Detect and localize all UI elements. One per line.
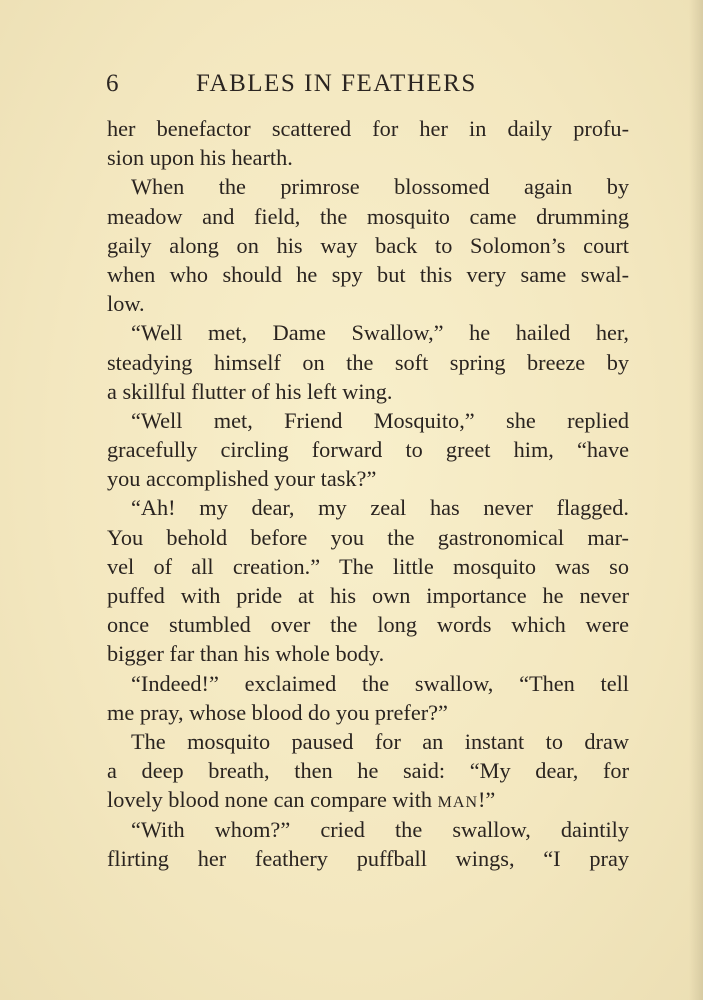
text-line: me pray, whose blood do you prefer?” — [107, 699, 448, 725]
text-line: gracefully circling forward to greet him, “have — [107, 437, 629, 463]
text-line: “Indeed!” exclaimed the swallow, “Then tell — [131, 670, 629, 696]
text-line-with-small-caps — [107, 785, 629, 814]
text-line: you accomplished your task?” — [107, 466, 377, 492]
text-line: meadow and field, the mosquito came drumming — [107, 203, 629, 229]
text-line: low. — [107, 291, 145, 317]
text-line: You behold before you the gastronomical mar- — [107, 524, 629, 550]
small-caps-word: man — [437, 787, 478, 813]
text-line: when who should he spy but this very same swal- — [107, 261, 629, 287]
text-line: once stumbled over the long words which were — [107, 612, 629, 638]
text-line: puffed with pride at his own importance he never — [107, 583, 629, 608]
text-line: bigger far than his whole body. — [107, 641, 385, 667]
text-line: her benefactor scattered for her in daily profu- — [107, 116, 629, 141]
text-line: a deep breath, then he said: “My dear, for — [107, 758, 629, 784]
text-segment: lovely blood none can compare with — [107, 787, 433, 813]
page-edge-shadow — [689, 0, 703, 1000]
body-text — [107, 114, 629, 873]
text-line: flirting her feathery puffball wings, “I pray — [107, 845, 629, 871]
text-line: The mosquito paused for an instant to draw — [131, 728, 629, 754]
running-title: FABLES IN FEATHERS — [196, 70, 477, 97]
text-segment: !” — [478, 787, 496, 813]
text-line: steadying himself on the soft spring breeze by — [107, 349, 629, 375]
text-line: When the primrose blossomed again by — [131, 174, 629, 200]
page-number: 6 — [106, 70, 120, 97]
text-line: “With whom?” cried the swallow, daintily — [131, 816, 629, 842]
page-header — [106, 70, 526, 104]
text-line: sion upon his hearth. — [107, 145, 293, 171]
text-line: “Well met, Dame Swallow,” he hailed her, — [131, 320, 629, 346]
text-line: gaily along on his way back to Solomon’s court — [107, 232, 629, 258]
text-line: “Well met, Friend Mosquito,” she replied — [131, 407, 629, 433]
text-line: vel of all creation.” The little mosquito was so — [107, 553, 629, 579]
text-line: a skillful flutter of his left wing. — [107, 378, 393, 404]
text-line: “Ah! my dear, my zeal has never flagged. — [131, 495, 629, 521]
